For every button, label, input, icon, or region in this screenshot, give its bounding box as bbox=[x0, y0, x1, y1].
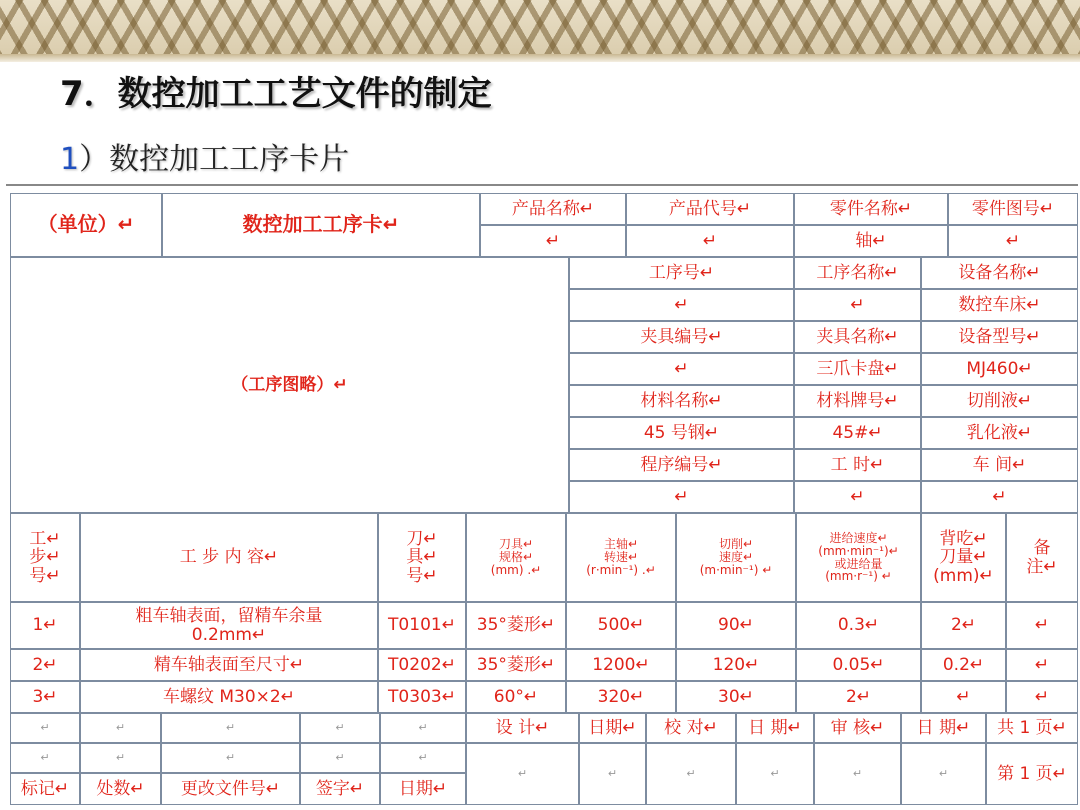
revision-blank-cell: ↵ bbox=[380, 743, 466, 773]
info-cell: 45 号钢↵ bbox=[569, 417, 794, 449]
header-value-cell: 轴↵ bbox=[794, 225, 948, 257]
step-cell: 精车轴表面至尺寸↵ bbox=[80, 649, 378, 681]
slide-subtitle bbox=[60, 134, 349, 178]
step-cell: T0202↵ bbox=[378, 649, 466, 681]
info-cell: 车 间↵ bbox=[921, 449, 1078, 481]
step-header-cell: 背吃↵ 刀量↵ (mm)↵ bbox=[921, 513, 1006, 602]
info-cell: 切削液↵ bbox=[921, 385, 1078, 417]
header-label-cell: 零件图号↵ bbox=[948, 193, 1078, 225]
sign-blank-cell: ↵ bbox=[466, 743, 579, 805]
info-cell: MJ460↵ bbox=[921, 353, 1078, 385]
sign-label-cell: 共 1 页↵ bbox=[986, 713, 1078, 743]
decorative-banner bbox=[0, 0, 1080, 62]
step-header-cell: 备 注↵ bbox=[1006, 513, 1078, 602]
sign-label-cell: 审 核↵ bbox=[814, 713, 901, 743]
info-cell: 材料名称↵ bbox=[569, 385, 794, 417]
step-cell: 30↵ bbox=[676, 681, 796, 713]
step-cell: T0101↵ bbox=[378, 602, 466, 649]
step-cell: 60°↵ bbox=[466, 681, 566, 713]
step-cell: 0.2↵ bbox=[921, 649, 1006, 681]
revision-label-cell: 更改文件号↵ bbox=[161, 773, 300, 805]
step-header-cell: 切削↵ 速度↵ (m·min⁻¹) ↵ bbox=[676, 513, 796, 602]
step-header-cell: 工↵ 步↵ 号↵ bbox=[10, 513, 80, 602]
info-cell: ↵ bbox=[794, 289, 921, 321]
info-cell: 工序号↵ bbox=[569, 257, 794, 289]
step-cell: 3↵ bbox=[10, 681, 80, 713]
sketch-cell: （工序图略）↵ bbox=[10, 257, 569, 513]
step-cell: ↵ bbox=[1006, 602, 1078, 649]
unit-cell: （单位）↵ bbox=[10, 193, 162, 257]
sign-blank-cell: ↵ bbox=[736, 743, 814, 805]
step-cell: 粗车轴表面，留精车余量 0.2mm↵ bbox=[80, 602, 378, 649]
info-cell: ↵ bbox=[794, 481, 921, 513]
step-cell: T0303↵ bbox=[378, 681, 466, 713]
page-number-cell: 第 1 页↵ bbox=[986, 743, 1078, 805]
header-value-cell: ↵ bbox=[626, 225, 794, 257]
step-cell: 2↵ bbox=[921, 602, 1006, 649]
revision-blank-cell: ↵ bbox=[300, 743, 380, 773]
step-cell: 500↵ bbox=[566, 602, 676, 649]
info-cell: 45#↵ bbox=[794, 417, 921, 449]
step-cell: 1↵ bbox=[10, 602, 80, 649]
step-cell: 35°菱形↵ bbox=[466, 649, 566, 681]
step-cell: 2↵ bbox=[10, 649, 80, 681]
sign-label-cell: 日 期↵ bbox=[736, 713, 814, 743]
step-cell: 120↵ bbox=[676, 649, 796, 681]
revision-blank-cell: ↵ bbox=[161, 743, 300, 773]
sign-blank-cell: ↵ bbox=[579, 743, 646, 805]
sign-label-cell: 设 计↵ bbox=[466, 713, 579, 743]
revision-label-cell: 日期↵ bbox=[380, 773, 466, 805]
sign-label-cell: 校 对↵ bbox=[646, 713, 736, 743]
sign-blank-cell: ↵ bbox=[646, 743, 736, 805]
info-cell: ↵ bbox=[569, 481, 794, 513]
sign-blank-cell: ↵ bbox=[814, 743, 901, 805]
info-cell: ↵ bbox=[569, 353, 794, 385]
info-cell: 设备名称↵ bbox=[921, 257, 1078, 289]
revision-label-cell: 签字↵ bbox=[300, 773, 380, 805]
revision-blank-cell: ↵ bbox=[80, 743, 161, 773]
step-header-cell: 进给速度↵ (mm·min⁻¹)↵ 或进给量 (mm·r⁻¹) ↵ bbox=[796, 513, 921, 602]
revision-label-cell: 处数↵ bbox=[80, 773, 161, 805]
process-card-table bbox=[6, 184, 1078, 810]
header-label-cell: 产品代号↵ bbox=[626, 193, 794, 225]
info-cell: 乳化液↵ bbox=[921, 417, 1078, 449]
step-cell: ↵ bbox=[1006, 681, 1078, 713]
info-cell: 工序名称↵ bbox=[794, 257, 921, 289]
revision-blank-cell: ↵ bbox=[380, 713, 466, 743]
step-cell: 0.05↵ bbox=[796, 649, 921, 681]
header-value-cell: ↵ bbox=[480, 225, 626, 257]
slide-title: 7．数控加工工艺文件的制定 bbox=[60, 74, 492, 114]
info-cell: 程序编号↵ bbox=[569, 449, 794, 481]
step-cell: 1200↵ bbox=[566, 649, 676, 681]
step-cell: 320↵ bbox=[566, 681, 676, 713]
step-cell: 车螺纹 M30×2↵ bbox=[80, 681, 378, 713]
revision-blank-cell: ↵ bbox=[300, 713, 380, 743]
step-cell: 0.3↵ bbox=[796, 602, 921, 649]
revision-label-cell: 标记↵ bbox=[10, 773, 80, 805]
step-cell: ↵ bbox=[921, 681, 1006, 713]
sign-label-cell: 日期↵ bbox=[579, 713, 646, 743]
info-cell: ↵ bbox=[921, 481, 1078, 513]
info-cell: 工 时↵ bbox=[794, 449, 921, 481]
step-cell: 2↵ bbox=[796, 681, 921, 713]
info-cell: ↵ bbox=[569, 289, 794, 321]
info-cell: 夹具名称↵ bbox=[794, 321, 921, 353]
info-cell: 夹具编号↵ bbox=[569, 321, 794, 353]
step-cell: 35°菱形↵ bbox=[466, 602, 566, 649]
card-title-cell: 数控加工工序卡↵ bbox=[162, 193, 480, 257]
info-cell: 设备型号↵ bbox=[921, 321, 1078, 353]
step-header-cell: 工 步 内 容↵ bbox=[80, 513, 378, 602]
step-header-cell: 刀具↵ 规格↵ (mm) .↵ bbox=[466, 513, 566, 602]
step-header-cell: 主轴↵ 转速↵ (r·min⁻¹) .↵ bbox=[566, 513, 676, 602]
info-cell: 材料牌号↵ bbox=[794, 385, 921, 417]
header-label-cell: 产品名称↵ bbox=[480, 193, 626, 225]
revision-blank-cell: ↵ bbox=[10, 743, 80, 773]
info-cell: 三爪卡盘↵ bbox=[794, 353, 921, 385]
step-cell: ↵ bbox=[1006, 649, 1078, 681]
step-cell: 90↵ bbox=[676, 602, 796, 649]
sign-blank-cell: ↵ bbox=[901, 743, 986, 805]
header-label-cell: 零件名称↵ bbox=[794, 193, 948, 225]
step-header-cell: 刀↵ 具↵ 号↵ bbox=[378, 513, 466, 602]
info-cell: 数控车床↵ bbox=[921, 289, 1078, 321]
revision-blank-cell: ↵ bbox=[10, 713, 80, 743]
revision-blank-cell: ↵ bbox=[161, 713, 300, 743]
subtitle-number: 1 bbox=[60, 142, 80, 177]
revision-blank-cell: ↵ bbox=[80, 713, 161, 743]
subtitle-text: ）数控加工工序卡片 bbox=[79, 142, 350, 177]
header-value-cell: ↵ bbox=[948, 225, 1078, 257]
sign-label-cell: 日 期↵ bbox=[901, 713, 986, 743]
